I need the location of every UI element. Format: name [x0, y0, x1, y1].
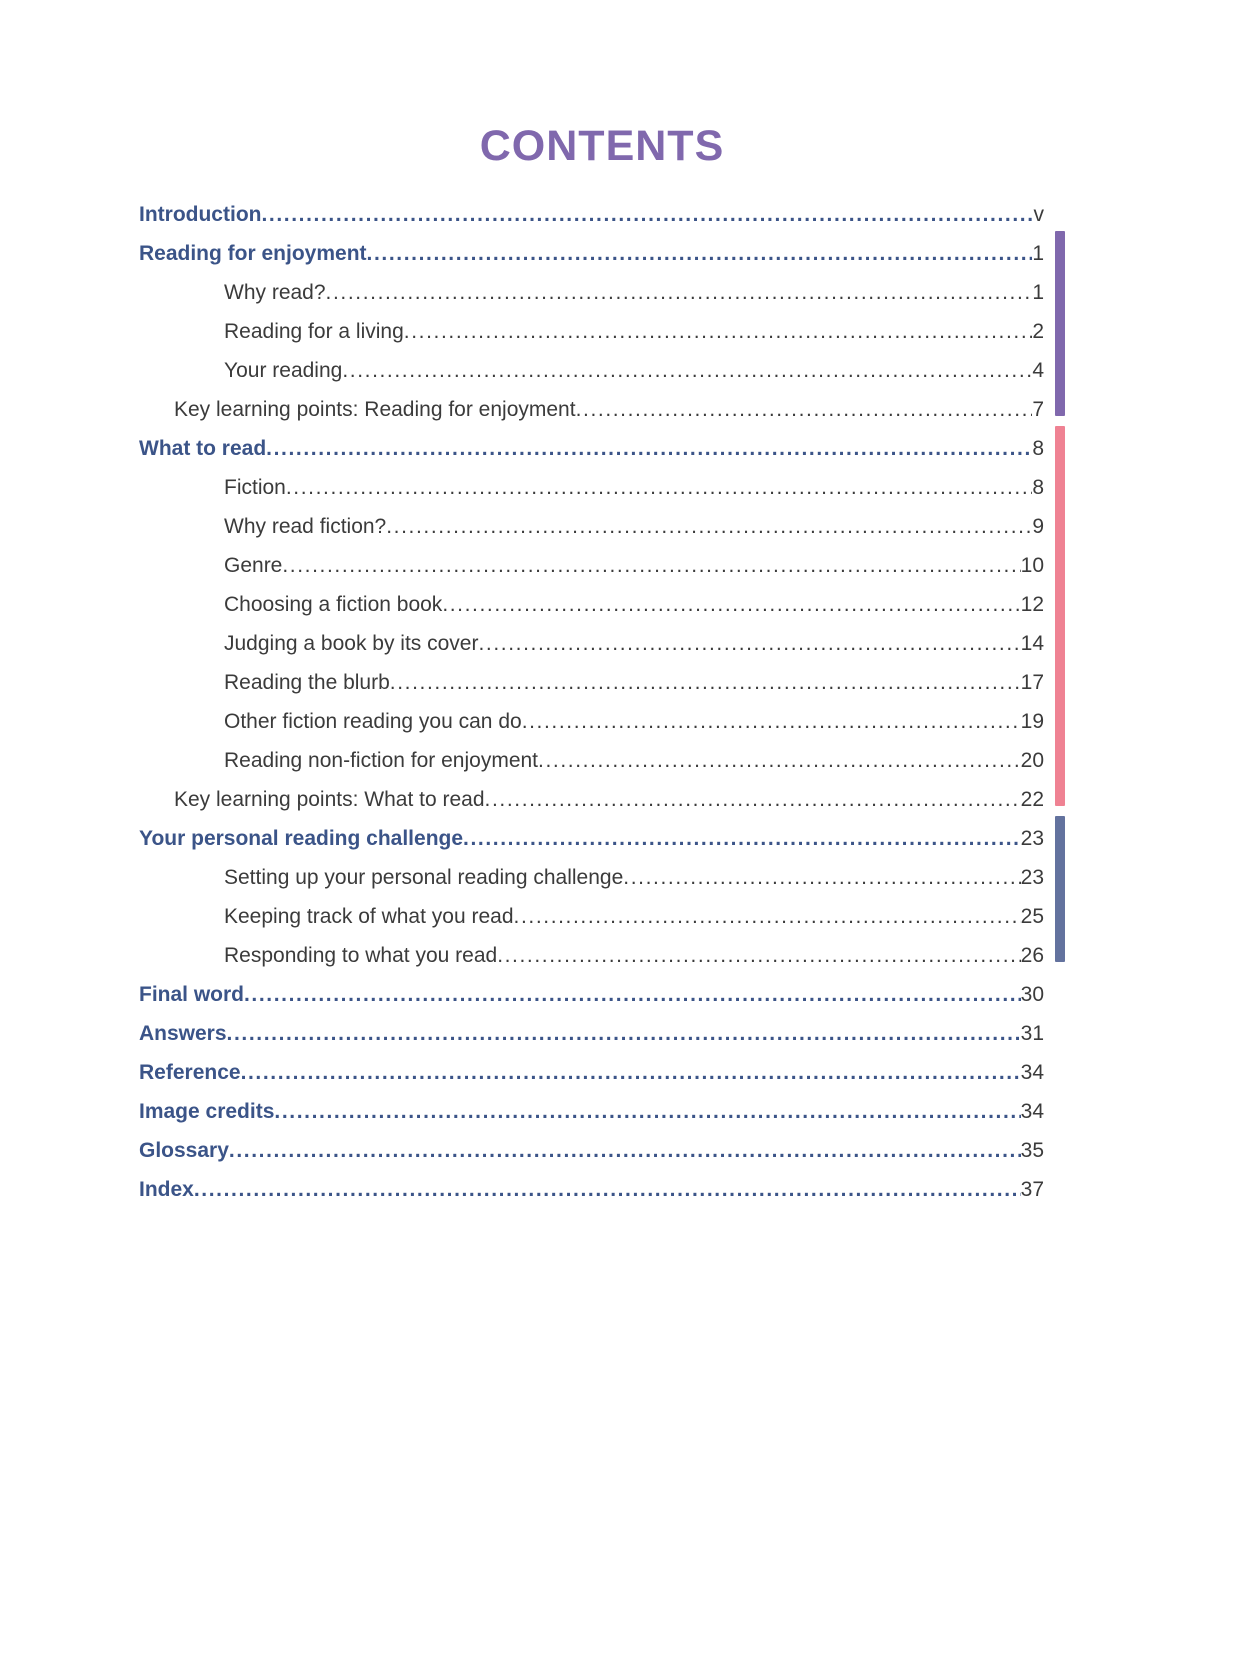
- toc-entry[interactable]: [139, 1122, 1044, 1161]
- toc-entry-label: Introduction: [139, 203, 262, 226]
- toc-entry[interactable]: [139, 1083, 1044, 1122]
- toc-leader-dots: [286, 477, 1032, 498]
- toc-leader-dots: [367, 243, 1033, 264]
- toc-entry[interactable]: [139, 303, 1044, 342]
- toc-entry-page-number: v: [1033, 203, 1044, 226]
- toc-entry[interactable]: [139, 615, 1044, 654]
- toc-leader-dots: [194, 1179, 1021, 1200]
- toc-entry-label: What to read: [139, 437, 267, 460]
- toc-entry-label: Reading non-fiction for enjoyment: [224, 749, 539, 772]
- toc-leader-dots: [514, 906, 1021, 927]
- toc-entry[interactable]: [139, 225, 1044, 264]
- toc-leader-dots: [497, 945, 1020, 966]
- toc-entry-label: Judging a book by its cover: [224, 632, 479, 655]
- toc-entry-label: Your reading: [224, 359, 343, 382]
- toc-entry[interactable]: [139, 342, 1044, 381]
- toc-entry-page-number: 35: [1020, 1139, 1044, 1162]
- toc-entry-list: [139, 186, 1044, 1200]
- toc-entry-label: Keeping track of what you read: [224, 905, 514, 928]
- toc-entry-label: Why read?: [224, 281, 326, 304]
- toc-entry-label: Answers: [139, 1022, 227, 1045]
- toc-entry-page-number: 8: [1032, 476, 1044, 499]
- toc-entry[interactable]: [139, 576, 1044, 615]
- toc-leader-dots: [404, 321, 1033, 342]
- toc-entry[interactable]: [139, 186, 1044, 225]
- toc-entry-label: Setting up your personal reading challenge: [224, 866, 624, 889]
- toc-leader-dots: [485, 789, 1021, 810]
- toc-leader-dots: [538, 750, 1021, 771]
- toc-leader-dots: [390, 672, 1021, 693]
- toc-entry[interactable]: [139, 810, 1044, 849]
- toc-entry-label: Your personal reading challenge: [139, 827, 464, 850]
- toc-entry[interactable]: [139, 1005, 1044, 1044]
- toc-leader-dots: [623, 867, 1020, 888]
- page-title: [0, 122, 1240, 171]
- toc-entry-page-number: 23: [1020, 866, 1044, 889]
- toc-entry-page-number: 14: [1020, 632, 1044, 655]
- toc-leader-dots: [241, 1062, 1021, 1083]
- toc-leader-dots: [266, 438, 1032, 459]
- section-bar-reading-for-enjoyment: [1055, 231, 1065, 416]
- toc-entry-label: Reference: [139, 1061, 241, 1084]
- toc-entry[interactable]: [139, 888, 1044, 927]
- toc-entry-label: Image credits: [139, 1100, 275, 1123]
- toc-entry-page-number: 20: [1020, 749, 1044, 772]
- toc-entry-label: Glossary: [139, 1139, 229, 1162]
- toc-leader-dots: [261, 204, 1033, 225]
- toc-entry[interactable]: [139, 264, 1044, 303]
- toc-entry-label: Fiction: [224, 476, 286, 499]
- toc-entry[interactable]: [139, 381, 1044, 420]
- toc-entry-page-number: 22: [1020, 788, 1044, 811]
- toc-leader-dots: [478, 633, 1020, 654]
- toc-entry-page-number: 7: [1032, 398, 1044, 421]
- toc-entry-page-number: 34: [1020, 1061, 1044, 1084]
- toc-entry-page-number: 30: [1020, 983, 1044, 1006]
- toc-entry-label: Reading for a living: [224, 320, 404, 343]
- toc-entry[interactable]: [139, 1044, 1044, 1083]
- toc-entry-page-number: 1: [1032, 242, 1044, 265]
- section-bar-what-to-read: [1055, 426, 1065, 806]
- toc-entry[interactable]: [139, 849, 1044, 888]
- toc-entry[interactable]: [139, 459, 1044, 498]
- toc-entry-page-number: 2: [1032, 320, 1044, 343]
- toc-entry-page-number: 19: [1020, 710, 1044, 733]
- toc-entry-label: Choosing a fiction book: [224, 593, 443, 616]
- toc-leader-dots: [282, 555, 1020, 576]
- toc-entry-page-number: 12: [1020, 593, 1044, 616]
- toc-entry-page-number: 9: [1032, 515, 1044, 538]
- toc-entry[interactable]: [139, 966, 1044, 1005]
- toc-entry-label: Reading for enjoyment: [139, 242, 367, 265]
- toc-entry-page-number: 31: [1020, 1022, 1044, 1045]
- toc-entry-page-number: 17: [1020, 671, 1044, 694]
- toc-entry-page-number: 8: [1032, 437, 1044, 460]
- toc-leader-dots: [227, 1023, 1021, 1044]
- toc-entry-label: Why read fiction?: [224, 515, 387, 538]
- toc-entry[interactable]: [139, 654, 1044, 693]
- toc-entry[interactable]: [139, 498, 1044, 537]
- toc-entry-page-number: 1: [1032, 281, 1044, 304]
- toc-entry-label: Final word: [139, 983, 244, 1006]
- section-bar-your-personal-reading-challenge: [1055, 816, 1065, 962]
- toc-entry[interactable]: [139, 927, 1044, 966]
- toc-entry-page-number: 26: [1020, 944, 1044, 967]
- toc-leader-dots: [463, 828, 1021, 849]
- toc-entry-page-number: 25: [1020, 905, 1044, 928]
- toc-entry[interactable]: [139, 537, 1044, 576]
- toc-entry[interactable]: [139, 732, 1044, 771]
- toc-entry-page-number: 23: [1020, 827, 1044, 850]
- toc-leader-dots: [274, 1101, 1020, 1122]
- toc-entry[interactable]: [139, 420, 1044, 459]
- toc-leader-dots: [342, 360, 1032, 381]
- toc-entry-page-number: 34: [1020, 1100, 1044, 1123]
- toc-leader-dots: [522, 711, 1021, 732]
- toc-entry-page-number: 37: [1020, 1178, 1044, 1201]
- toc-leader-dots: [386, 516, 1032, 537]
- toc-entry-label: Genre: [224, 554, 283, 577]
- toc-entry-label: Index: [139, 1178, 194, 1201]
- toc-leader-dots: [244, 984, 1021, 1005]
- toc-entry[interactable]: [139, 693, 1044, 732]
- toc-entry[interactable]: [139, 1161, 1044, 1200]
- toc-leader-dots: [442, 594, 1020, 615]
- toc-entry-label: Other fiction reading you can do: [224, 710, 522, 733]
- toc-entry-label: Key learning points: Reading for enjoyment: [174, 398, 576, 421]
- toc-entry-page-number: 4: [1032, 359, 1044, 382]
- toc-entry-page-number: 10: [1020, 554, 1044, 577]
- toc-entry-label: Reading the blurb: [224, 671, 390, 694]
- toc-leader-dots: [326, 282, 1033, 303]
- toc-leader-dots: [229, 1140, 1021, 1161]
- page-title-text: CONTENTS: [479, 122, 725, 170]
- toc-entry-label: Key learning points: What to read: [174, 788, 485, 811]
- toc-leader-dots: [576, 399, 1033, 420]
- toc-entry[interactable]: [139, 771, 1044, 810]
- toc-entry-label: Responding to what you read: [224, 944, 498, 967]
